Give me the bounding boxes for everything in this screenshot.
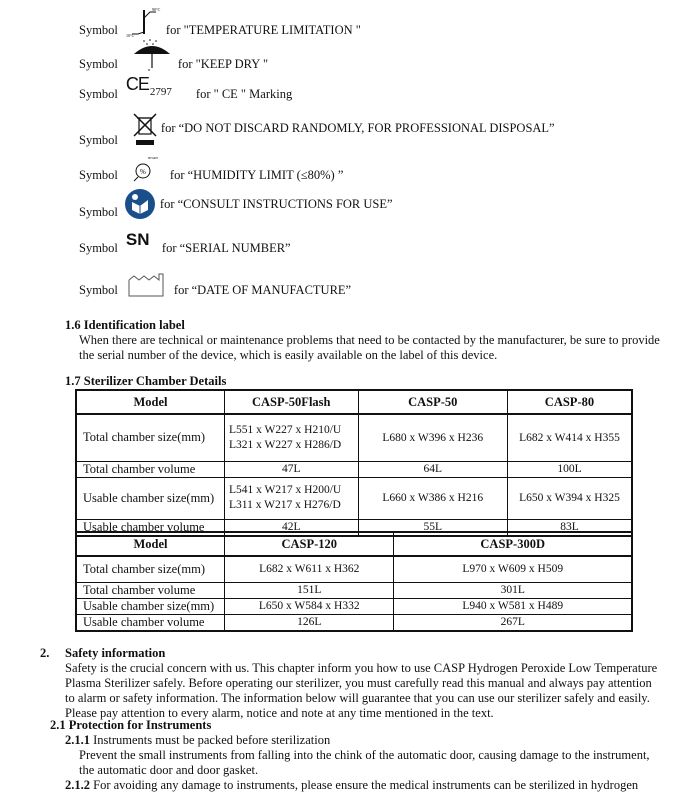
- symbol-row-humidity: [79, 155, 343, 183]
- symbol-description: for “DATE OF MANUFACTURE”: [173, 283, 352, 297]
- chamber-table-1: [75, 389, 633, 537]
- symbol-row-keep-dry: [79, 38, 268, 72]
- table-header: CASP-120: [225, 532, 394, 556]
- table-row: Total chamber volume 47L 64L 100L: [76, 461, 632, 477]
- table-header: CASP-80: [507, 390, 632, 414]
- svg-text:%: %: [139, 168, 146, 176]
- symbol-description: for "KEEP DRY ": [177, 57, 269, 71]
- item-2-1-1: 2.1.1 Instruments must be packed before sterilization: [65, 733, 331, 747]
- humidity-limit-icon: [130, 155, 160, 183]
- section-heading-1-6: 1.6 Identification label: [65, 318, 185, 332]
- table-header: Model: [76, 390, 224, 414]
- svg-text:90°C: 90°C: [151, 7, 161, 12]
- section-heading-2-1: 2.1 Protection for Instruments: [50, 718, 212, 732]
- symbol-row-serial: [79, 232, 291, 256]
- section-2-body: Safety is the crucial concern with us. This chapter inform you how to use CASP Hydrogen Peroxide Low Temperature Plasma Sterilizer safely. Before operating our sterilizer, you must carefully read this manual and always pay attention to alarm or safety information. The information below will guarantee that you can use our sterilizer safely and easily. Please pay attention to every alarm, notice and note at any time mentioned in the text.: [65, 661, 658, 720]
- symbol-description: for " CE " Marking: [195, 87, 293, 101]
- section-number-2: 2.: [40, 646, 50, 660]
- symbol-word: Symbol: [79, 87, 118, 101]
- symbol-word: Symbol: [79, 133, 118, 147]
- symbol-word: Symbol: [79, 283, 118, 297]
- table-row: Total chamber size(mm) L682 x W611 x H362 L970 x W609 x H509: [76, 556, 632, 582]
- svg-text:80%RH: 80%RH: [147, 156, 158, 160]
- symbol-row-manufacture: [79, 272, 351, 298]
- symbol-row-disposal: [79, 112, 555, 148]
- table-row: Usable chamber size(mm) L541 x W217 x H200/U L311 x W217 x H276/D L660 x W386 x H216 L650 x W394 x H325: [76, 477, 632, 519]
- symbol-word: Symbol: [79, 23, 118, 37]
- svg-text:10°C: 10°C: [125, 33, 135, 38]
- symbol-row-consult: [79, 188, 393, 220]
- symbol-description: for “SERIAL NUMBER”: [161, 241, 291, 255]
- symbol-description: for “CONSULT INSTRUCTIONS FOR USE”: [159, 197, 393, 211]
- section-1-6-body: When there are technical or maintenance problems that need to be contacted by the manufacturer, be sure to provide the serial number of the device, which is easily available on the label of this device.: [79, 333, 660, 362]
- table-header: Model: [76, 532, 225, 556]
- symbol-description: for "TEMPERATURE LIMITATION ": [165, 23, 361, 37]
- consult-instructions-icon: [124, 188, 156, 220]
- symbol-word: Symbol: [79, 241, 118, 255]
- table-row: Total chamber volume 151L 301L: [76, 582, 632, 598]
- section-heading-2: Safety information: [65, 646, 166, 660]
- symbol-word: Symbol: [79, 57, 118, 71]
- date-of-manufacture-icon: [128, 272, 164, 298]
- ce-mark-icon: CE 2797: [125, 74, 172, 98]
- symbol-word: Symbol: [79, 168, 118, 182]
- section-heading-1-7: 1.7 Sterilizer Chamber Details: [65, 374, 227, 388]
- symbol-row-ce: [79, 74, 293, 102]
- symbol-row-temperature: [79, 6, 361, 38]
- table-row: Usable chamber size(mm) L650 x W584 x H332 L940 x W581 x H489: [76, 598, 632, 614]
- table-header: CASP-50Flash: [224, 390, 358, 414]
- serial-number-icon: SN: [125, 230, 150, 249]
- table-row: Total chamber size(mm) L551 x W227 x H210/U L321 x W227 x H286/D L680 x W396 x H236 L682 x W414 x H355: [76, 414, 632, 461]
- temperature-limit-icon: [122, 6, 162, 38]
- symbol-description: for “DO NOT DISCARD RANDOMLY, FOR PROFESSIONAL DISPOSAL”: [160, 121, 555, 135]
- item-2-1-1-body: Prevent the small instruments from falling into the chink of the automatic door, causing damage to the instrument, the automatic door and door gasket.: [79, 748, 650, 777]
- table-header: CASP-50: [358, 390, 507, 414]
- table-row: Usable chamber volume 126L 267L: [76, 614, 632, 631]
- keep-dry-umbrella-icon: [130, 38, 174, 72]
- symbol-description: for “HUMIDITY LIMIT (≤80%) ”: [169, 168, 344, 182]
- item-2-1-2: 2.1.2 For avoiding any damage to instruments, please ensure the medical instruments can be sterilized in hydrogen: [65, 778, 639, 792]
- table-row: Usable chamber volume 42L 55L 83L: [76, 519, 632, 536]
- chamber-table-2: [75, 531, 633, 632]
- table-header: CASP-300D: [394, 532, 632, 556]
- crossed-bin-icon: [132, 112, 158, 148]
- symbol-word: Symbol: [79, 205, 118, 219]
